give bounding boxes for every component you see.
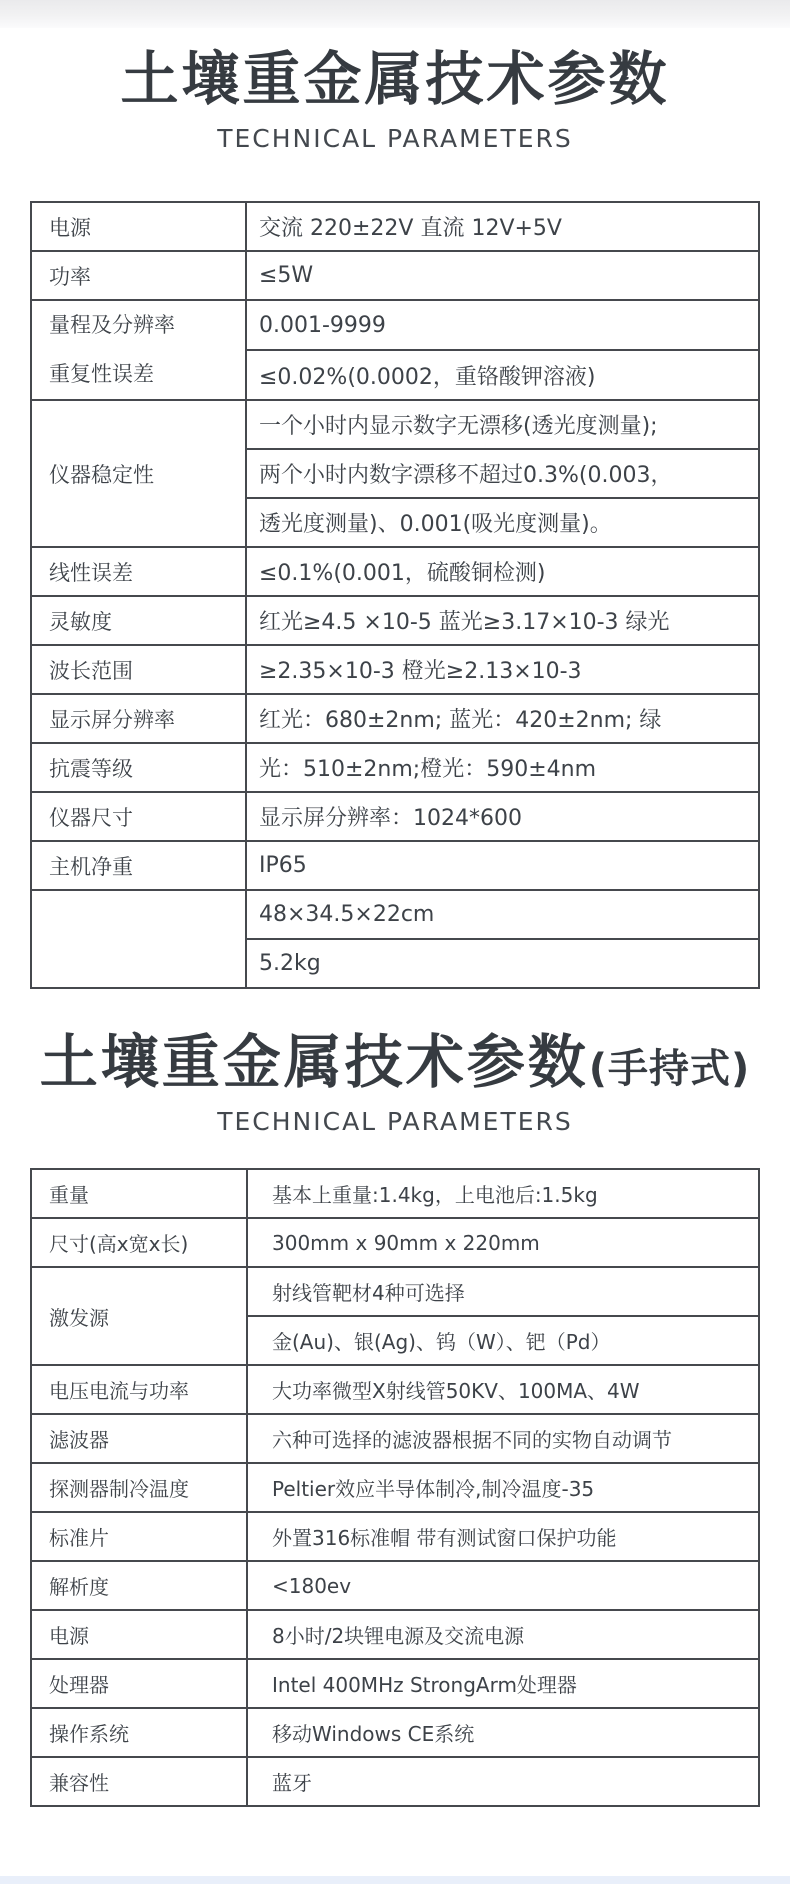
param-value-cell: 基本上重量:1.4kg，上电池后:1.5kg: [247, 1169, 759, 1218]
table-row: [31, 890, 759, 939]
table-row: [31, 1708, 759, 1757]
param-name-cell: 仪器尺寸: [31, 792, 246, 841]
param-name-cell: 电源: [31, 202, 246, 251]
param-name-line: 重复性误差: [49, 362, 154, 387]
section1-title: [0, 42, 790, 116]
param-value-cell: 300mm x 90mm x 220mm: [247, 1218, 759, 1267]
param-name-cell: 兼容性: [31, 1757, 247, 1806]
param-value-cell: IP65: [246, 841, 759, 890]
section2-title-suffix: (手持式): [588, 1046, 751, 1093]
table-row: [31, 596, 759, 645]
table-row: [31, 1267, 759, 1316]
param-value-cell: 5.2kg: [246, 939, 759, 988]
param-name-cell: 功率: [31, 251, 246, 300]
param-value-cell: 光：510±2nm;橙光：590±4nm: [246, 743, 759, 792]
param-value-cell: 透光度测量)、0.001(吸光度测量)。: [246, 498, 759, 547]
param-value-cell: 显示屏分辨率：1024*600: [246, 792, 759, 841]
top-gradient-band: [0, 0, 790, 28]
param-value-cell: 射线管靶材4种可选择: [247, 1267, 759, 1316]
param-value-cell: <180ev: [247, 1561, 759, 1610]
table-row: [31, 1610, 759, 1659]
param-value-cell: ≥2.35×10-3 橙光≥2.13×10-3: [246, 645, 759, 694]
param-name-cell: 处理器: [31, 1659, 247, 1708]
table-row: [31, 1512, 759, 1561]
table-row: [31, 841, 759, 890]
param-name-cell: 解析度: [31, 1561, 247, 1610]
param-name-cell: 激发源: [31, 1267, 247, 1365]
param-name-cell: 主机净重: [31, 841, 246, 890]
param-value-cell: ≤5W: [246, 251, 759, 300]
param-value-cell: 一个小时内显示数字无漂移(透光度测量);: [246, 400, 759, 449]
table-row: [31, 1414, 759, 1463]
param-value-cell: ≤0.1%(0.001，硫酸铜检测): [246, 547, 759, 596]
param-value-cell: 外置316标准帽 带有测试窗口保护功能: [247, 1512, 759, 1561]
table-row: [31, 645, 759, 694]
param-name-cell: 重量: [31, 1169, 247, 1218]
table-row: [31, 1757, 759, 1806]
param-value-cell: 8小时/2块锂电源及交流电源: [247, 1610, 759, 1659]
param-name-cell: 探测器制冷温度: [31, 1463, 247, 1512]
param-value-cell: 蓝牙: [247, 1757, 759, 1806]
param-name-cell: 灵敏度: [31, 596, 246, 645]
table-row: [31, 300, 759, 350]
table-row: [31, 743, 759, 792]
param-name-cell: 标准片: [31, 1512, 247, 1561]
param-name-cell: 仪器稳定性: [31, 400, 246, 547]
table-row: [31, 251, 759, 300]
table-row: [31, 400, 759, 449]
parameters-table-benchtop: [30, 201, 760, 989]
param-value-cell: Peltier效应半导体制冷,制冷温度-35: [247, 1463, 759, 1512]
param-name-cell: [31, 890, 246, 988]
param-name-cell: 电源: [31, 1610, 247, 1659]
param-value-cell: 交流 220±22V 直流 12V+5V: [246, 202, 759, 251]
param-value-cell: 移动Windows CE系统: [247, 1708, 759, 1757]
param-value-cell: 0.001-9999: [246, 300, 759, 350]
section1-subtitle: TECHNICAL PARAMETERS: [217, 124, 573, 154]
param-name-cell: 尺寸(高x宽x长): [31, 1218, 247, 1267]
table-row: [31, 547, 759, 596]
param-name-cell: 电压电流与功率: [31, 1365, 247, 1414]
table-row: [31, 1365, 759, 1414]
param-name-cell: 操作系统: [31, 1708, 247, 1757]
parameters-table-handheld: [30, 1168, 760, 1807]
section2-subtitle: TECHNICAL PARAMETERS: [217, 1107, 573, 1137]
table-row: [31, 1169, 759, 1218]
table-row: [31, 694, 759, 743]
param-value-cell: 红光：680±2nm; 蓝光：420±2nm; 绿: [246, 694, 759, 743]
section1-title-text: 土壤重金属技术参数: [120, 45, 670, 113]
bottom-accent-strip: [0, 1876, 790, 1884]
param-value-cell: 大功率微型X射线管50KV、100MA、4W: [247, 1365, 759, 1414]
param-name-line: 量程及分辨率: [49, 313, 175, 338]
param-name-cell: 滤波器: [31, 1414, 247, 1463]
table-row: [31, 1463, 759, 1512]
param-value-cell: Intel 400MHz StrongArm处理器: [247, 1659, 759, 1708]
param-value-cell: 金(Au)、银(Ag)、钨（W）、钯（Pd）: [247, 1316, 759, 1365]
param-name-cell: 线性误差: [31, 547, 246, 596]
table-row: [31, 1218, 759, 1267]
section2-title: [0, 1025, 790, 1099]
section2-title-text: 土壤重金属技术参数: [39, 1028, 589, 1097]
param-name-cell: 抗震等级: [31, 743, 246, 792]
table-row: [31, 202, 759, 251]
param-value-cell: ≤0.02%(0.0002，重铬酸钾溶液): [246, 350, 759, 400]
table-row: [31, 1561, 759, 1610]
param-name-cell: 显示屏分辨率: [31, 694, 246, 743]
param-name-cell: 波长范围: [31, 645, 246, 694]
param-name-cell: [31, 300, 246, 400]
table-row: [31, 792, 759, 841]
param-value-cell: 两个小时内数字漂移不超过0.3%(0.003，: [246, 449, 759, 498]
table-row: [31, 1659, 759, 1708]
param-value-cell: 红光≥4.5 ×10-5 蓝光≥3.17×10-3 绿光: [246, 596, 759, 645]
param-value-cell: 48×34.5×22cm: [246, 890, 759, 939]
param-value-cell: 六种可选择的滤波器根据不同的实物自动调节: [247, 1414, 759, 1463]
